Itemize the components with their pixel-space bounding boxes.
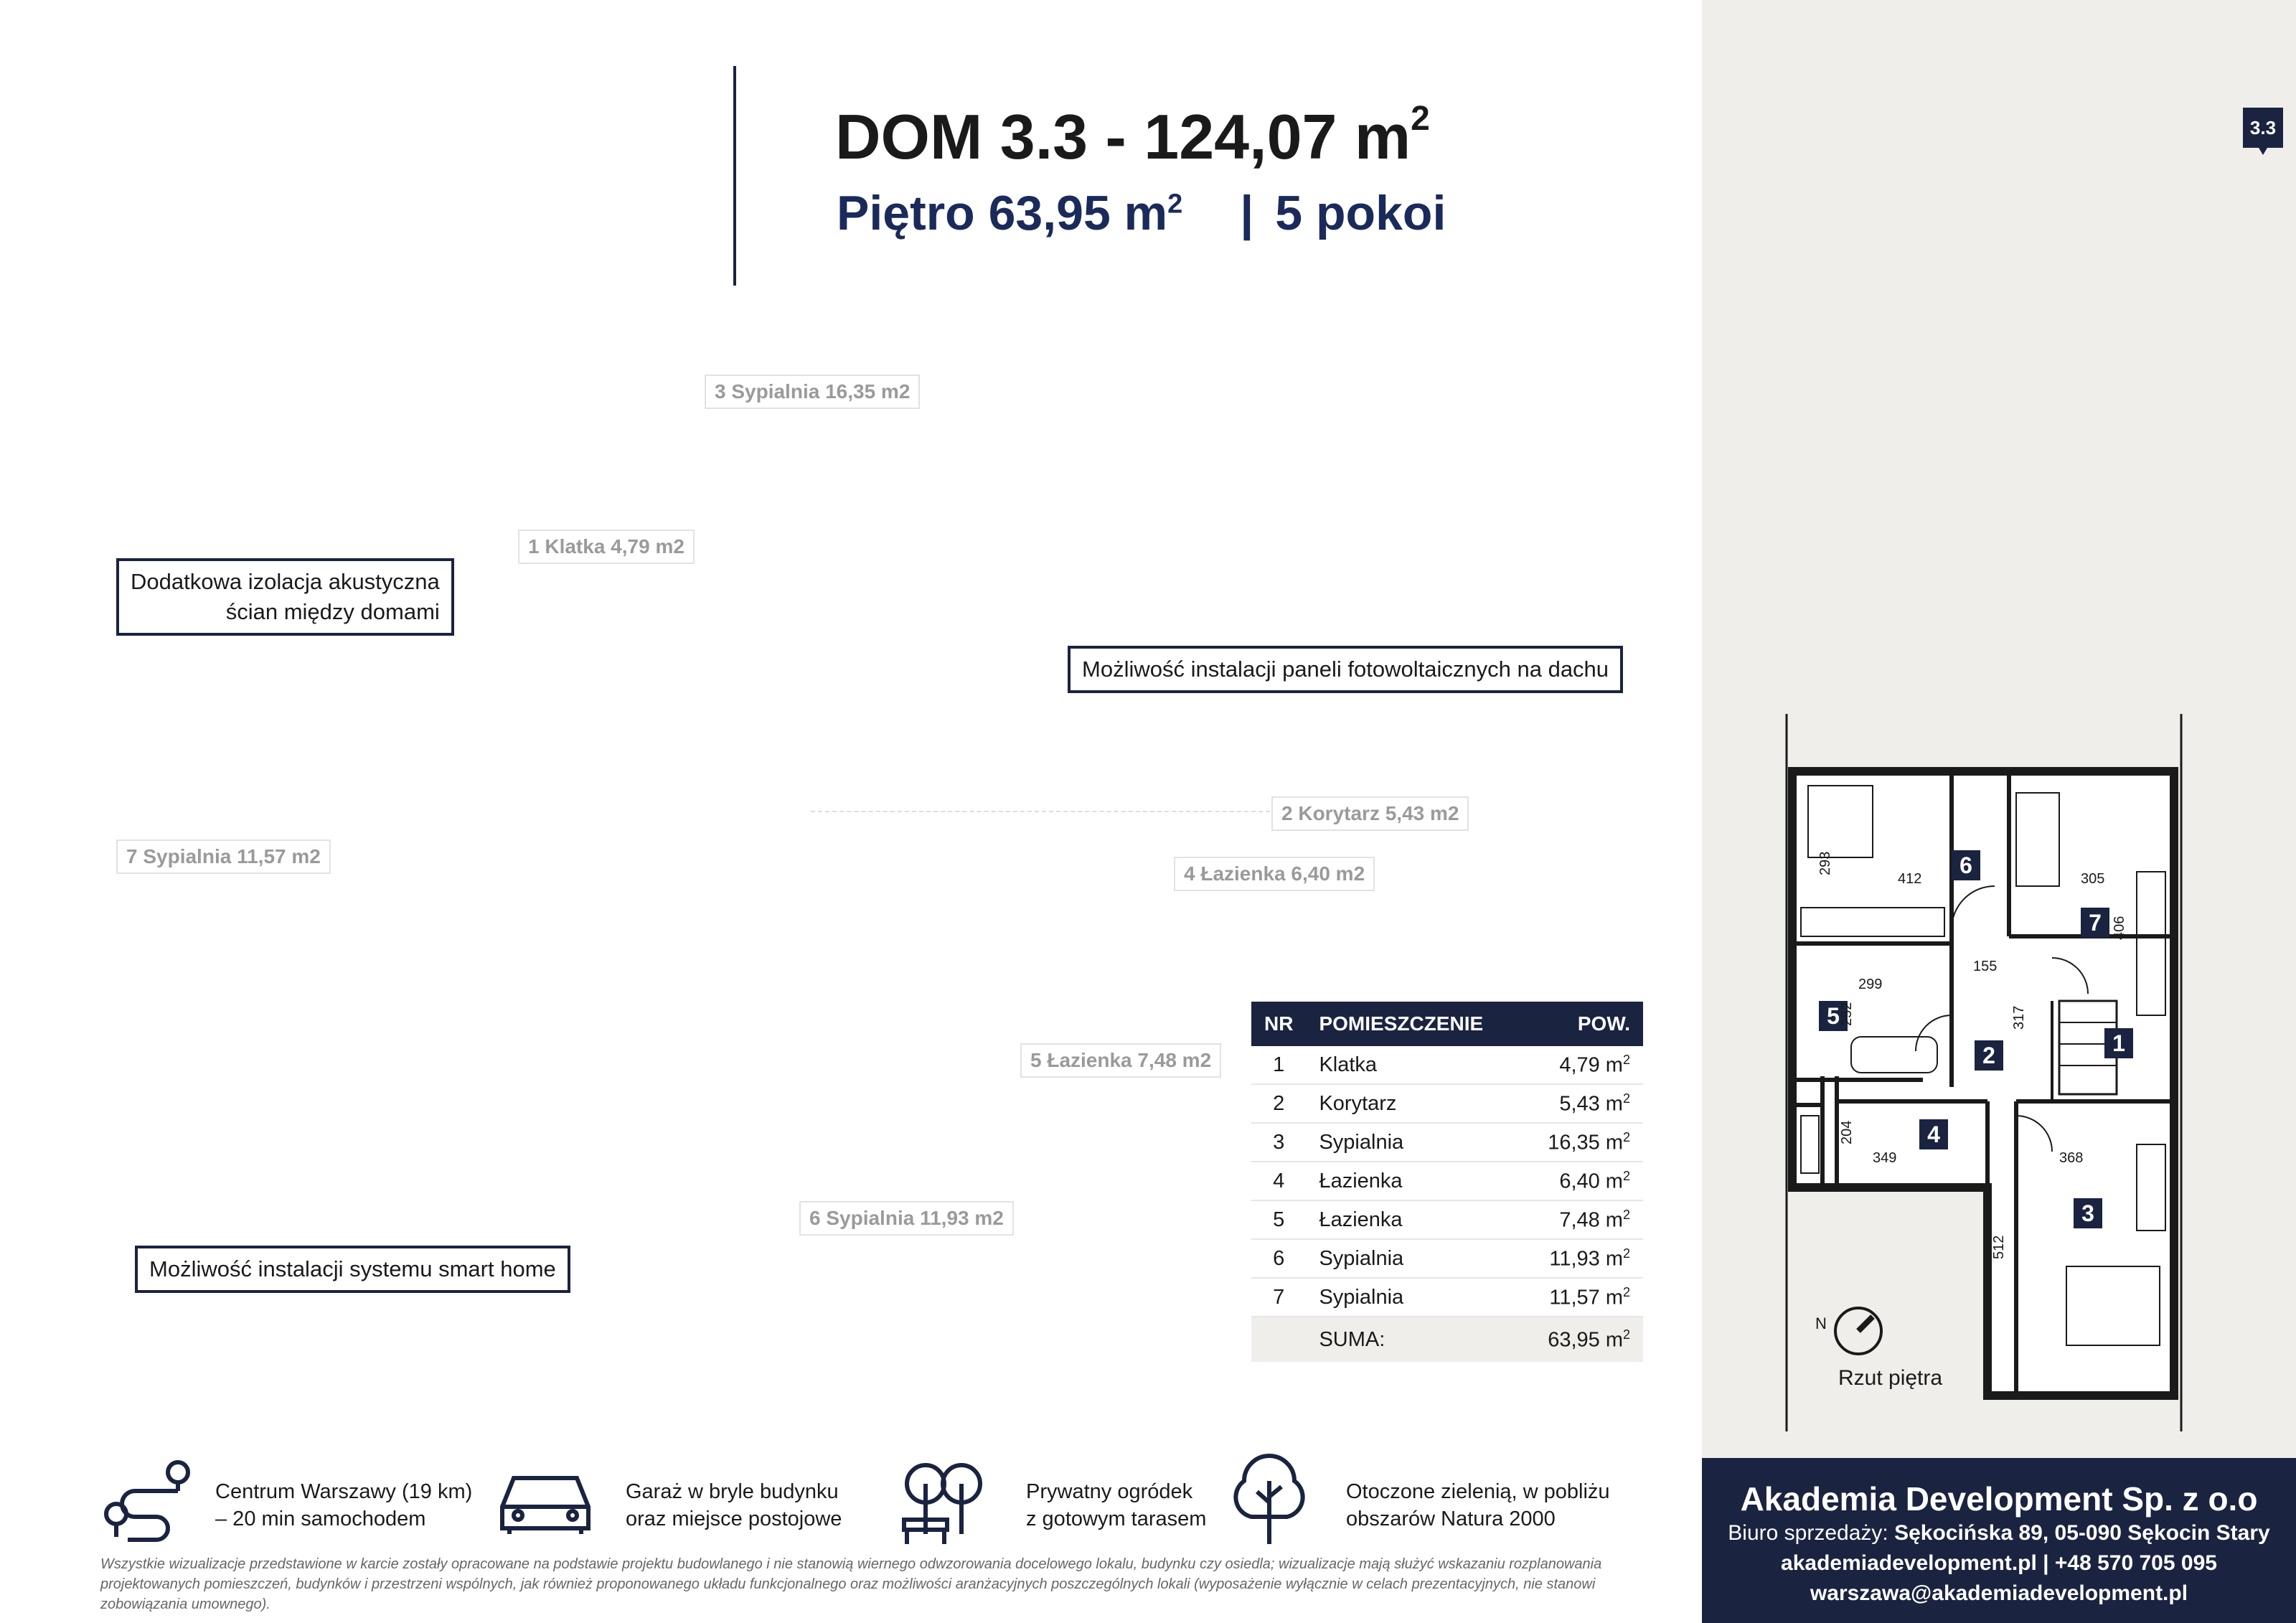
feature-garage: Garaż w bryle budynku oraz miejsce postojowe [626,1480,842,1530]
car-icon [495,1464,596,1535]
table-row: 4 Łazienka 6,40 $m^2$ [1251,1162,1643,1200]
route-pin-icon [99,1457,192,1543]
plan-room-2: 2 [1982,1043,1995,1068]
dim-412: 412 [1898,871,1922,887]
table-row: 3 Sypialnia 16,35 $m^2$ [1251,1123,1643,1162]
table-header [1251,1002,1643,1046]
feature-location: Centrum Warszawy (19 km) – 20 min samochodem [215,1480,473,1530]
table-row: 5 Łazienka 7,48 $m^2$ [1251,1200,1643,1239]
room-label-3: 3 Sypialnia 16,35 m2 [705,375,920,409]
office-address: Biuro sprzedaży: Sękocińska 89, 05-090 Sękocin Stary [1728,1521,2270,1545]
dim-349: 349 [1873,1150,1897,1166]
page-title: DOM 3.3 - 124,07 $m^2$ [835,99,1430,172]
dim-299: 299 [1858,977,1883,992]
plan-room-7: 7 [2089,910,2102,936]
dim-155: 155 [1973,959,1998,974]
header-room: POMIESZCZENIE [1306,1002,1520,1046]
dim-317: 317 [2011,1005,2027,1030]
table-row: 2 Korytarz 5,43 $m^2$ [1251,1084,1643,1123]
rooms-table [1251,1002,1643,1362]
company-footer [1702,1458,2296,1623]
table-sum-row: SUMA: 63,95 $m^2$ [1251,1317,1643,1362]
company-name: Akademia Development Sp. z o.o [1740,1480,2258,1518]
feature-garden: Prywatny ogródek z gotowym tarasem [1026,1480,1207,1530]
rooms-count: 5 pokoi [1275,186,1446,240]
email-link[interactable]: warszawa@akademiadevelopment.pl [1810,1581,2188,1605]
room-label-6: 6 Sypialnia 11,93 m2 [799,1201,1014,1236]
floor-plan [1779,714,2196,1431]
header-nr: NR [1251,1002,1306,1046]
plan-room-6: 6 [1959,852,1972,878]
dim-305: 305 [2081,871,2105,887]
page-subtitle: Piętro 63,95 $m^2$ | 5 pokoi [837,186,1446,240]
solar-panels-box: Możliwość instalacji paneli fotowoltaicznych na dachu [1068,646,1623,693]
plan-room-3: 3 [2081,1200,2094,1226]
tree-icon [1223,1452,1316,1546]
room-label-5: 5 Łazienka 7,48 m2 [1020,1043,1221,1078]
room-label-7: 7 Sypialnia 11,57 m2 [116,839,331,874]
garden-bench-icon [897,1455,990,1548]
floor-area: Piętro 63,95 m [837,186,1168,240]
plan-room-4: 4 [1927,1121,1940,1147]
dim-204: 204 [1839,1120,1855,1144]
table-row: 7 Sypialnia 11,57 $m^2$ [1251,1278,1643,1317]
table-row: 6 Sypialnia 11,93 $m^2$ [1251,1239,1643,1278]
room-label-1: 1 Klatka 4,79 m2 [518,530,695,564]
compass-north: N [1815,1314,1827,1332]
dim-293: 293 [1817,851,1833,875]
smart-home-box: Możliwość instalacji systemu smart home [135,1246,570,1293]
dim-368: 368 [2059,1150,2084,1166]
room-label-4: 4 Łazienka 6,40 m2 [1174,857,1375,891]
dim-512: 512 [1991,1235,2007,1259]
dim-406: 406 [2112,916,2127,940]
house-badge: 3.3 [2243,108,2283,148]
leader-line [811,811,1270,812]
web-phone[interactable]: akademiadevelopment.pl | +48 570 705 095 [1781,1551,2217,1575]
plan-room-1: 1 [2112,1030,2125,1056]
plan-caption: Rzut piętra [1838,1366,1943,1390]
feature-green: Otoczone zielenią, w pobliżu obszarów Natura 2000 [1346,1480,1610,1530]
acoustic-insulation-box: Dodatkowa izolacja akustyczna ścian między domami [116,558,454,636]
room-label-2: 2 Korytarz 5,43 m2 [1271,796,1469,831]
plan-room-5: 5 [1827,1003,1840,1029]
disclaimer: Wszystkie wizualizacje przedstawione w karcie zostały opracowane na podstawie projektu budowlanego i nie stanowią wiernego odwzorowania docelowego lokalu, budynku czy osiedla; wizualizacje mają służyć wskazaniu rozplanowania projektowanych pomieszczeń, budynków i przestrzeni wspólnych, jak również proponowanego układu funkcjonalnego oraz możliwości aranżacyjnych poszczególnych lokali (wyposażenie wyłącznie w celach prezentacyjnych, nie stanowi zobowiązania umownego). [100,1556,1602,1612]
dim-252: 252 [1839,1002,1855,1026]
header-area: POW. [1521,1002,1643,1046]
title-divider [733,66,736,286]
table-row: 1 Klatka 4,79 $m^2$ [1251,1046,1643,1084]
